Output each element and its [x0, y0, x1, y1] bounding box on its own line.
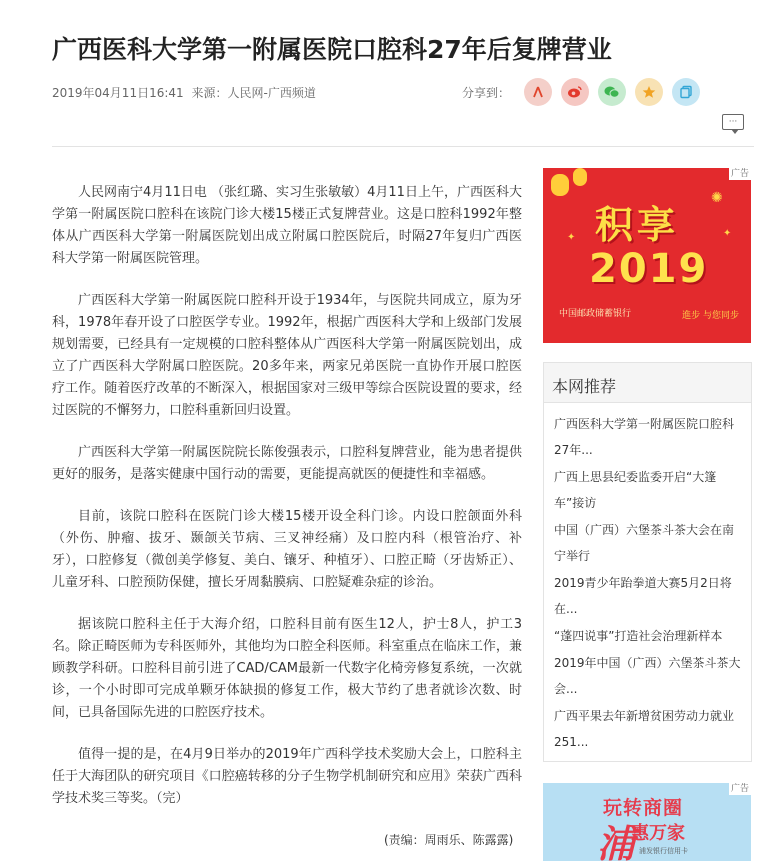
recommend-link[interactable]: 2019年中国（广西）六堡茶斗茶大会...: [554, 656, 741, 696]
ad-subheadline: 惠万家: [631, 823, 685, 844]
ad-title: 积享: [595, 203, 680, 247]
copy-icon[interactable]: [672, 78, 700, 106]
ad-caption: 浦发银行信用卡: [639, 847, 688, 855]
editor-credit: (责编：周雨乐、陈露露): [384, 833, 514, 847]
recommend-link[interactable]: “蓬四说事”打造社会治理新样本: [554, 629, 723, 643]
article-paragraph: 广西医科大学第一附属医院口腔科开设于1934年，与医院共同成立，原为牙科，1978年春开设了口腔医学专业。1992年，根据广西医科大学和上级部门发展规划需要，已经具有一定规模的口腔科整体从广西医科大学第一附属医院划出，成立了广西医科大学附属口腔医院。20多年来，两家兄弟医院一直协作开展口腔医疗工作。随着医疗改革的不断深入，根据国家对三级甲等综合医院设置的要求，经过医院的不懈努力，口腔科重新回归设置。: [52, 293, 522, 418]
recommend-link[interactable]: 广西平果去年新增贫困劳动力就业251...: [554, 709, 735, 749]
weibo-icon[interactable]: [561, 78, 589, 106]
recommend-link[interactable]: 2019青少年跆拳道大赛5月2日将在...: [554, 576, 732, 616]
ad-tag: 广告: [730, 169, 749, 179]
ad-year: 2019: [589, 246, 709, 292]
lantern-icon: [551, 174, 569, 196]
article-paragraph: 广西医科大学第一附属医院院长陈俊强表示，口腔科复牌营业，能为患者提供更好的服务，是落实健康中国行动的需要，更能提高就医的便捷性和幸福感。: [52, 445, 522, 482]
spdb-ad[interactable]: [543, 783, 751, 861]
postal-bank-ad[interactable]: [543, 168, 751, 343]
article-paragraph: 据该院口腔科主任于大海介绍，口腔科目前有医生12人，护士8人，护工3名。除正畸医师为专科医师外，其他均为口腔全科医师。科室重点在临床工作，兼顾教学科研。口腔科目前引进了CAD/CAM最新一代数字化椅旁修复系统，一次就诊，一个小时即可完成单颗牙体缺损的修复工作，极大节约了患者就诊次数、时间，已具备国际先进的口腔医疗技术。: [52, 617, 522, 720]
source-link[interactable]: 来源：人民网-广西频道: [191, 86, 316, 100]
qzone-icon[interactable]: [635, 78, 663, 106]
ad-headline: 玩转商圈: [603, 797, 684, 819]
ad-brand-character: 浦: [597, 822, 636, 861]
header-divider: [52, 146, 754, 147]
recommend-list: [544, 411, 751, 755]
recommend-heading: 本网推荐: [544, 363, 751, 403]
article-body: [52, 182, 522, 830]
firework-icon: ✦: [567, 232, 576, 243]
publish-date: 2019年04月11日16:41: [52, 86, 184, 100]
firework-icon: ✺: [711, 190, 723, 206]
lantern-icon: [573, 168, 587, 186]
bank-name: 中国邮政储蓄银行: [559, 309, 632, 319]
ad-slogan: 進步 与您同步: [682, 311, 739, 321]
ad-tag: 广告: [730, 784, 749, 794]
article-paragraph: 值得一提的是，在4月9日举办的2019年广西科学技术奖励大会上，口腔科主任于大海团队的研究项目《口腔癌转移的分子生物学机制研究和应用》荣获广西科学技术奖三等奖。（完）: [52, 747, 522, 806]
people-icon[interactable]: [524, 78, 552, 106]
comment-icon[interactable]: ···: [722, 114, 744, 130]
recommend-link[interactable]: 广西上思县纪委监委开启“大篷车”接访: [554, 470, 717, 510]
article-paragraph: 目前，该院口腔科在医院门诊大楼15楼开设全科门诊。内设口腔颌面外科（外伤、肿瘤、拔牙、颞颌关节病、三叉神经痛）及口腔内科（根管治疗、补牙），口腔修复（微创美学修复、美白、镶牙、种植牙）、口腔正畸（牙齿矫正）、儿童牙科、口腔预防保健，擅长牙周黏膜病、口腔疑难杂症的诊治。: [52, 509, 522, 590]
firework-icon: ✦: [723, 228, 732, 239]
article-paragraph: 人民网南宁4月11日电 （张红璐、实习生张敏敏）4月11日上午，广西医科大学第一附属医院口腔科在该院门诊大楼15楼正式复牌营业。这是口腔科1992年整体从广西医科大学第一附属医院划出成立附属口腔医院后，时隔27年复归广西医科大学第一附属医院管理。: [52, 185, 522, 266]
share-label: 分享到：: [462, 85, 511, 100]
recommend-link[interactable]: 中国（广西）六堡茶斗茶大会在南宁举行: [554, 523, 735, 563]
page-title: 广西医科大学第一附属医院口腔科27年后复牌营业: [52, 35, 612, 64]
wechat-icon[interactable]: [598, 78, 626, 106]
recommend-link[interactable]: 广西医科大学第一附属医院口腔科27年...: [554, 417, 735, 457]
recommend-panel: [543, 362, 752, 762]
share-bar: [462, 78, 709, 106]
article-meta: [52, 84, 320, 101]
